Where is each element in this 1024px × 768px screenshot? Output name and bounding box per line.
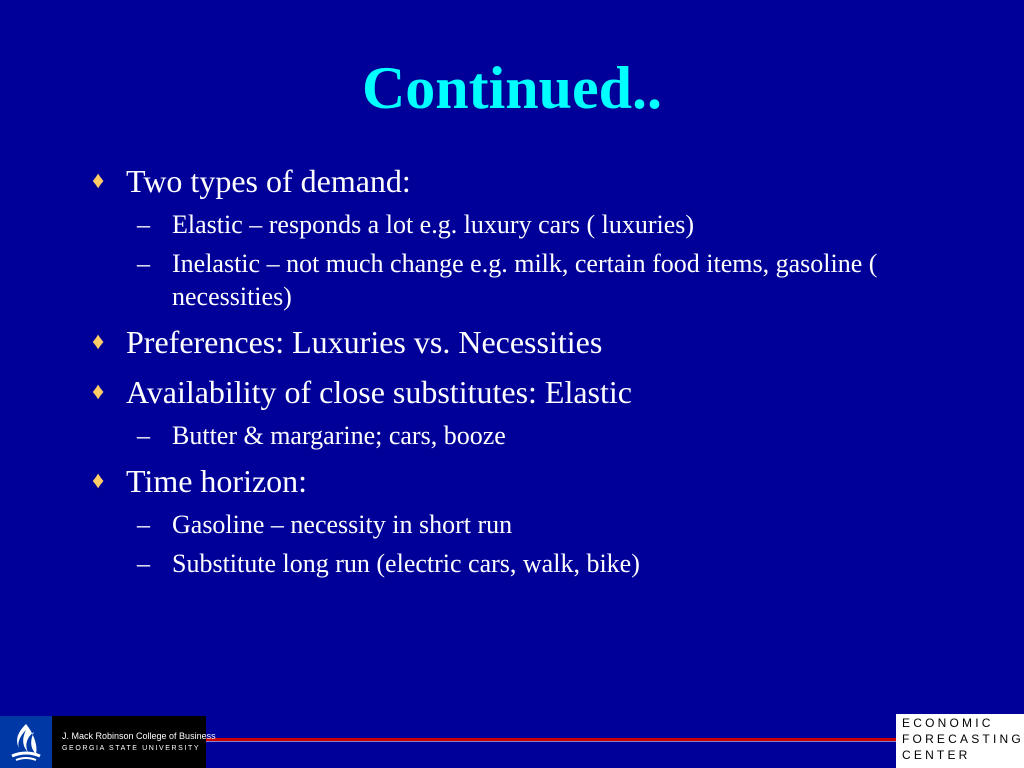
- bullet-text: Availability of close substitutes: Elastic: [126, 374, 632, 410]
- gsu-logo: [0, 716, 52, 768]
- bullet-item: [92, 323, 972, 361]
- sub-bullet-text: Elastic – responds a lot e.g. luxury cars ( luxuries): [172, 210, 695, 239]
- slide-content: [92, 162, 972, 586]
- dash-bullet: –: [137, 210, 150, 239]
- center-line-1: ECONOMIC: [902, 716, 994, 730]
- college-name: J. Mack Robinson College of Business: [62, 731, 216, 741]
- diamond-bullet-icon: ♦: [92, 168, 105, 194]
- sub-bullet-text: Butter & margarine; cars, booze: [172, 421, 506, 450]
- dash-bullet: –: [137, 249, 150, 278]
- bullet-item: [92, 162, 972, 200]
- sub-bullet-item: [137, 208, 892, 241]
- slide-title: Continued..: [361, 55, 663, 121]
- bullet-item: [92, 373, 972, 411]
- dash-bullet: –: [137, 549, 150, 578]
- bullet-text: Time horizon:: [126, 463, 308, 499]
- dash-bullet: –: [137, 510, 150, 539]
- sub-bullet-item: [137, 419, 892, 452]
- college-logo-text: [52, 716, 216, 768]
- center-line-3: CENTER: [902, 748, 971, 762]
- diamond-bullet-icon: ♦: [92, 379, 105, 405]
- footer-divider-highlight: [206, 741, 896, 742]
- sub-bullet-text: Substitute long run (electric cars, walk, bike): [172, 549, 640, 578]
- flame-icon: [8, 722, 44, 762]
- bullet-item: [92, 462, 972, 500]
- sub-bullet-text: Inelastic – not much change e.g. milk, certain food items, gasoline ( necessities): [172, 249, 878, 311]
- sub-bullet-item: [137, 247, 892, 313]
- diamond-bullet-icon: ♦: [92, 329, 105, 355]
- sub-bullet-item: [137, 508, 892, 541]
- center-line-2: FORECASTING: [902, 732, 1024, 746]
- bullet-text: Two types of demand:: [126, 163, 411, 199]
- forecasting-center-logo: [896, 714, 1024, 768]
- sub-bullet-text: Gasoline – necessity in short run: [172, 510, 513, 539]
- sub-bullet-item: [137, 547, 892, 580]
- diamond-bullet-icon: ♦: [92, 468, 105, 494]
- university-name: GEORGIA STATE UNIVERSITY: [62, 745, 201, 752]
- bullet-text: Preferences: Luxuries vs. Necessities: [126, 324, 603, 360]
- dash-bullet: –: [137, 421, 150, 450]
